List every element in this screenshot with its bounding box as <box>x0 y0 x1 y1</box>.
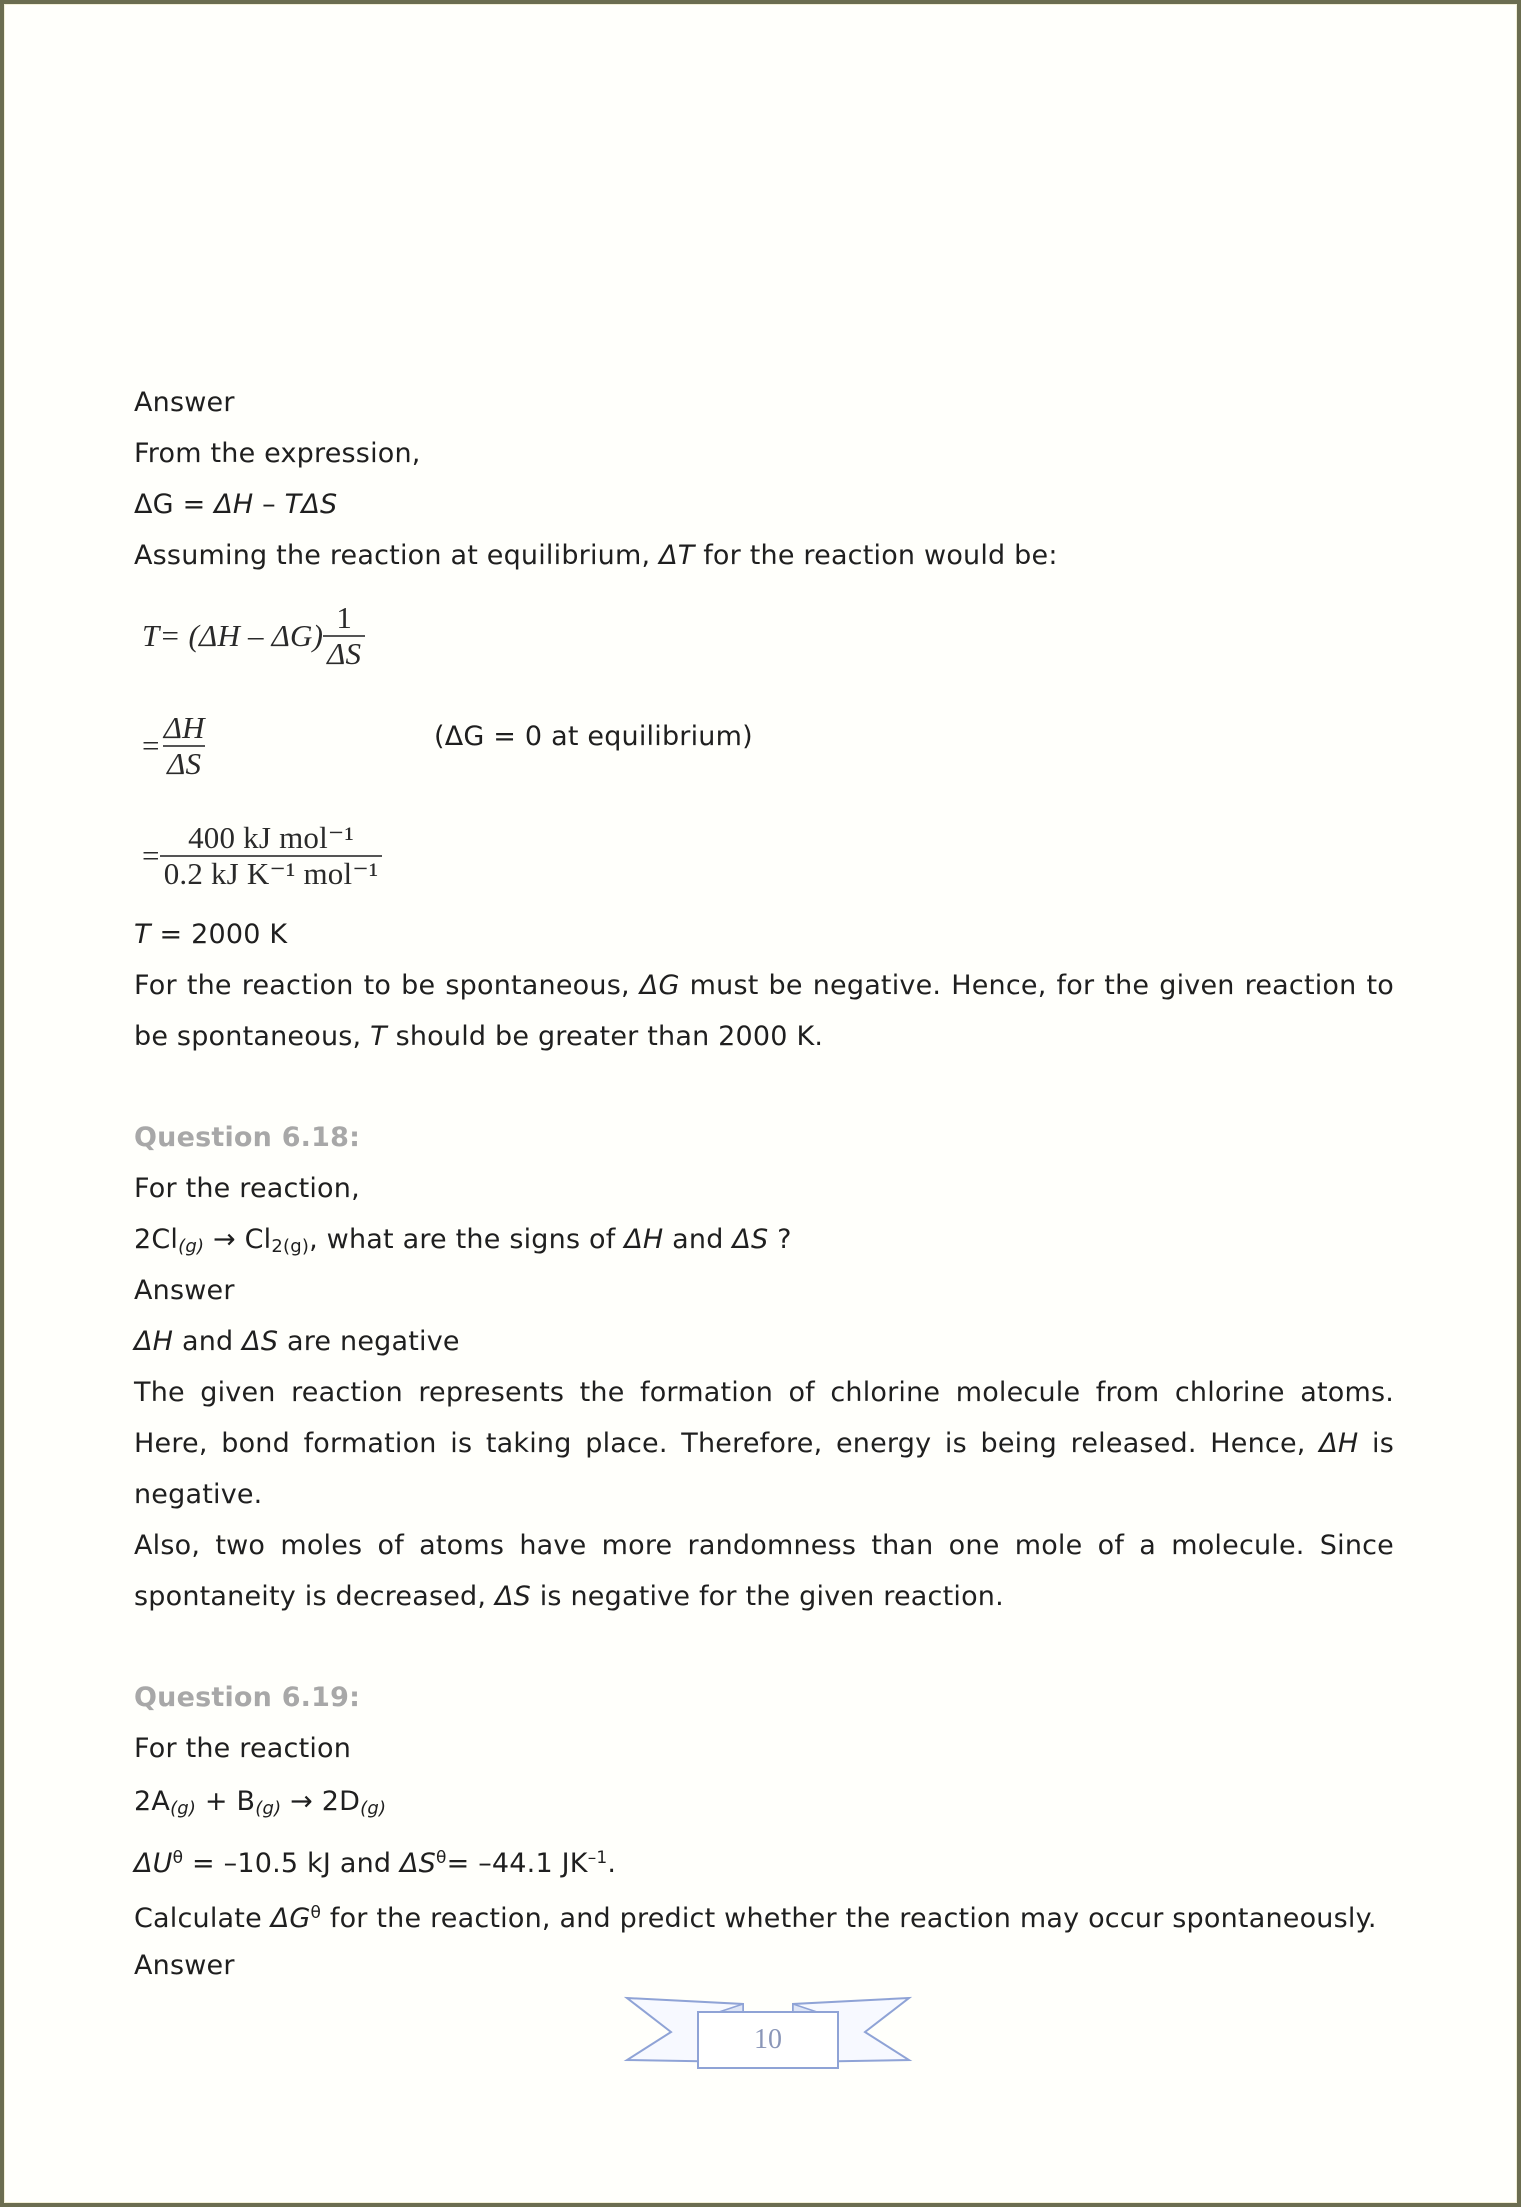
eq-dg: ΔG <box>134 489 174 520</box>
frac2-num: ΔH <box>163 710 205 745</box>
q618-prompt: For the reaction, <box>134 1173 360 1204</box>
assumption-text <box>134 530 1394 581</box>
r-and: and <box>663 1224 733 1255</box>
v-u-sup: θ <box>172 1848 184 1868</box>
spacer <box>134 1062 1394 1112</box>
v-u: ΔU <box>134 1848 173 1879</box>
p2-v: ΔS <box>494 1581 531 1612</box>
r-h: ΔH <box>624 1224 664 1255</box>
v-s-exp: –1 <box>587 1848 608 1868</box>
formula-fraction-1 <box>323 601 365 671</box>
page-content <box>134 377 1394 1991</box>
q618-answer-label: Answer <box>134 1275 235 1306</box>
document-page <box>4 4 1517 2203</box>
frac1-num: 1 <box>336 600 353 635</box>
assume-pre: Assuming the reaction at equilibrium, <box>134 540 660 571</box>
assume-post: for the reaction would be: <box>694 540 1058 571</box>
t-g-sup: θ <box>310 1903 322 1923</box>
r2-plus: + <box>196 1786 237 1817</box>
arrow-icon: → <box>281 1786 322 1817</box>
v-s-sup: θ <box>436 1848 447 1868</box>
conclusion-p3: should be greater than 2000 K. <box>386 1021 824 1052</box>
r2-b: B <box>236 1786 256 1817</box>
frac1-den: ΔS <box>323 635 365 671</box>
p2-end: is negative for the given reaction. <box>530 1581 1004 1612</box>
v-end: . <box>607 1848 617 1879</box>
conclusion-v2: T <box>370 1021 387 1052</box>
r-b: Cl <box>244 1224 272 1255</box>
v-u-val: = –10.5 kJ and <box>183 1848 400 1879</box>
assume-var: ΔT <box>659 540 695 571</box>
page-number-ribbon <box>623 1990 913 2075</box>
q619-task <box>134 1886 1394 1940</box>
p2-text: Also, two moles of atoms have more randomness than one mole of a molecule. Since spontaneity is decreased, <box>134 1530 1394 1612</box>
formula-t: T <box>142 618 160 653</box>
q619-answer-label: Answer <box>134 1950 235 1981</box>
sa-and: and <box>173 1326 243 1357</box>
r2-c: 2D <box>321 1786 361 1817</box>
r2-c-sub: (g) <box>360 1798 387 1819</box>
r-rest: , what are the signs of <box>309 1224 625 1255</box>
eq-minus: – <box>253 489 285 520</box>
formula-equals-2: = <box>142 728 160 763</box>
t-post: for the reaction, and predict whether the reaction may occur spontaneously. <box>321 1903 1377 1934</box>
v-s-val: = –44.1 JK <box>446 1848 588 1879</box>
q619-values <box>134 1830 1394 1886</box>
q619-reaction <box>134 1774 1394 1830</box>
conclusion-v1: ΔG <box>639 970 680 1001</box>
frac3-den: 0.2 kJ K⁻¹ mol⁻¹ <box>160 855 383 891</box>
formula-equals-3: = <box>142 838 160 873</box>
answer-label: Answer <box>134 387 235 418</box>
gibbs-equation <box>134 479 1394 530</box>
eq-equals: = <box>173 489 215 520</box>
r-a: 2Cl <box>134 1224 179 1255</box>
page-number: 10 <box>754 2024 782 2055</box>
r2-b-sub: (g) <box>255 1798 282 1819</box>
conclusion-paragraph <box>134 960 1394 1062</box>
result-var: T <box>134 919 151 950</box>
sa-s: ΔS <box>242 1326 279 1357</box>
formula-fraction-3 <box>160 821 383 891</box>
r2-a-sub: (g) <box>170 1798 197 1819</box>
formula-line-2 <box>134 691 1394 801</box>
formula-line-1 <box>134 581 1394 691</box>
r-b-sub: 2(g) <box>271 1236 310 1257</box>
r-a-sub <box>178 1236 204 1257</box>
equilibrium-note: (ΔG = 0 at equilibrium) <box>434 721 753 752</box>
temperature-derivation <box>134 581 1394 911</box>
p1-end: is negative. <box>134 1428 1394 1510</box>
q618-explanation-1 <box>134 1367 1394 1520</box>
frac3-num: 400 kJ mol⁻¹ <box>188 820 354 855</box>
eq-tds: TΔS <box>284 489 338 520</box>
eq-dh: ΔH <box>214 489 254 520</box>
conclusion-p2: must be negative. Hence, for the given reaction to be spontaneous, <box>134 970 1395 1052</box>
q618-short-answer <box>134 1316 1394 1367</box>
question-heading-6-19: Question 6.19: <box>134 1682 361 1713</box>
result-line <box>134 909 1394 960</box>
r-q: ? <box>768 1224 792 1255</box>
sa-rest: are negative <box>278 1326 460 1357</box>
q618-reaction <box>134 1214 1394 1265</box>
intro-text: From the expression, <box>134 438 421 469</box>
r-s: ΔS <box>732 1224 769 1255</box>
t-pre: Calculate <box>134 1903 271 1934</box>
result-value: = 2000 K <box>150 919 288 950</box>
arrow-icon: → <box>204 1224 245 1255</box>
sa-h: ΔH <box>134 1326 174 1357</box>
spacer <box>134 1622 1394 1672</box>
p1-text: The given reaction represents the formation of chlorine molecule from chlorine atoms. Here, bond formation is taking place. Therefore, energy is being released. Hence, <box>134 1377 1394 1459</box>
formula-line-3 <box>134 801 1394 911</box>
v-s: ΔS <box>400 1848 437 1879</box>
t-g: ΔG <box>270 1903 311 1934</box>
formula-fraction-2 <box>160 711 209 781</box>
conclusion-p1: For the reaction to be spontaneous, <box>134 970 640 1001</box>
p1-v: ΔH <box>1319 1428 1359 1459</box>
r-a-sub-text: (g) <box>178 1236 205 1257</box>
q619-prompt: For the reaction <box>134 1733 352 1764</box>
r2-a: 2A <box>134 1786 171 1817</box>
frac2-den: ΔS <box>163 745 205 781</box>
question-heading-6-18: Question 6.18: <box>134 1122 361 1153</box>
q618-explanation-2 <box>134 1520 1394 1622</box>
formula-mid: = (ΔH – ΔG) <box>159 618 324 653</box>
